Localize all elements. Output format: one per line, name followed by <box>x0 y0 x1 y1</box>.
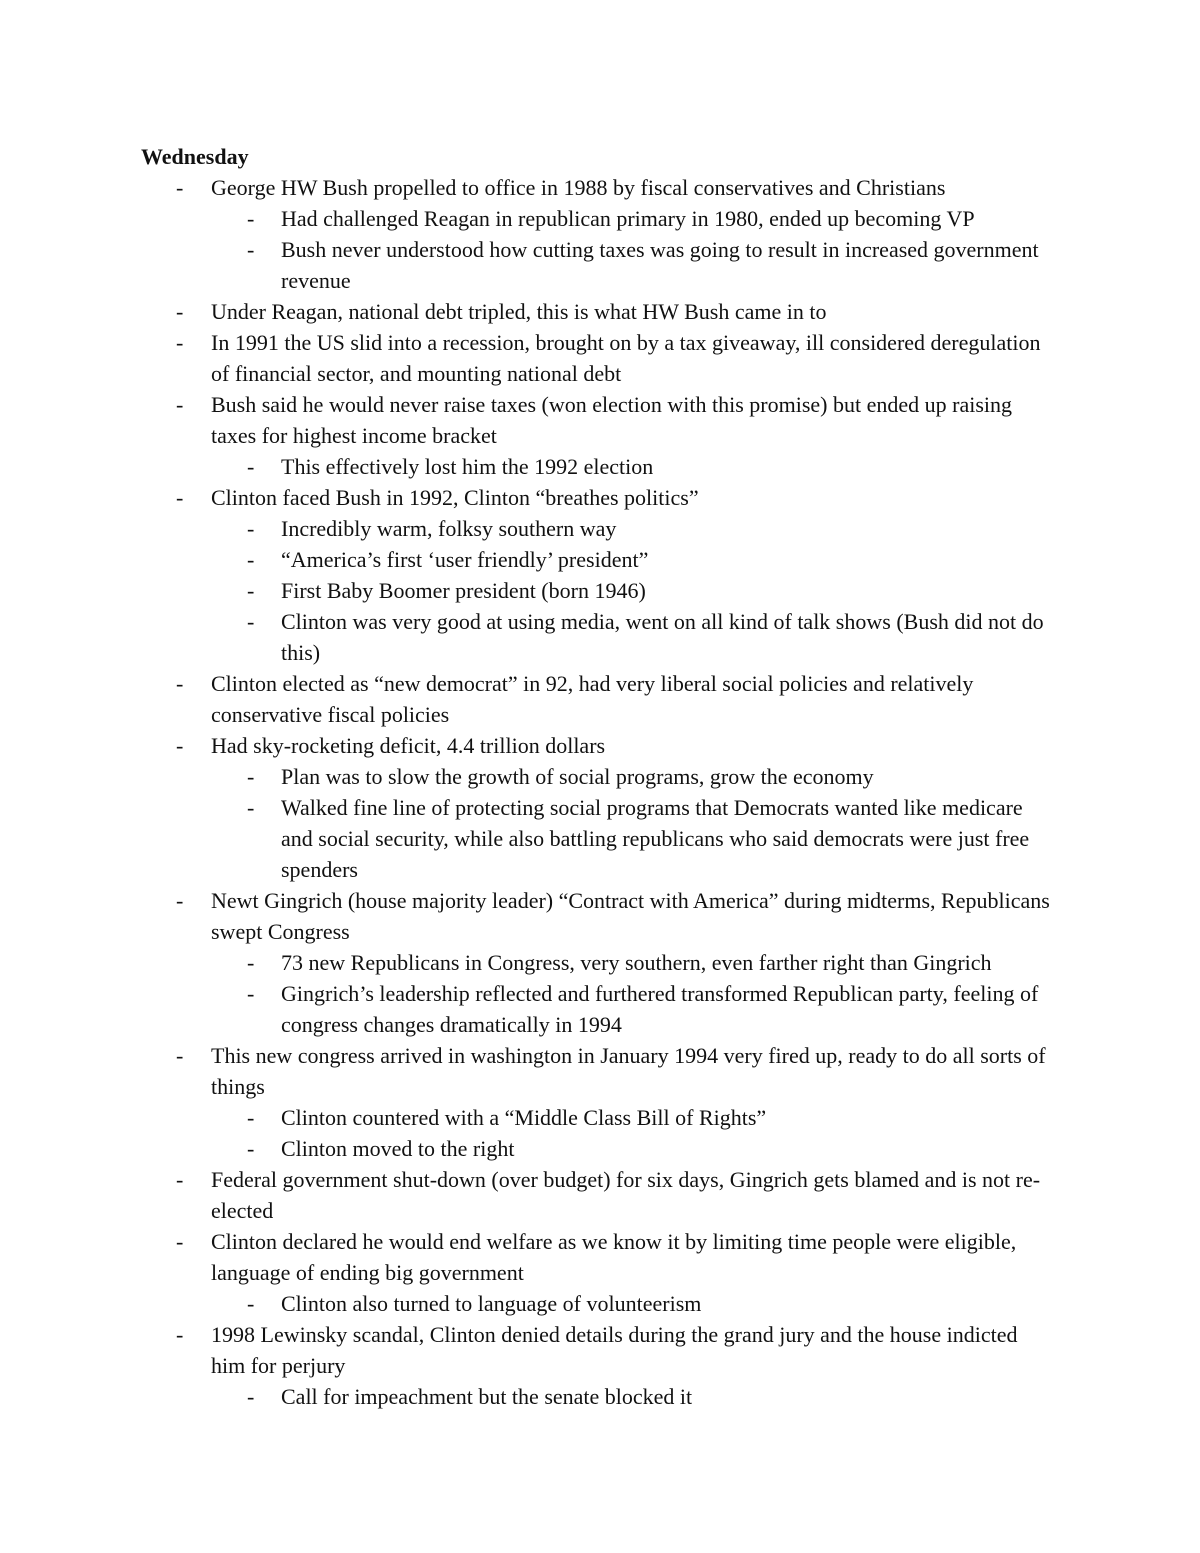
bullet-dash: - <box>176 671 184 696</box>
list-item <box>0 482 1051 513</box>
bullet-dash: - <box>247 981 255 1006</box>
sub-list-item <box>0 1133 1056 1164</box>
list-item-text: Incredibly warm, folksy southern way <box>281 516 617 541</box>
list-item <box>0 1040 1051 1102</box>
list-item-text: Clinton moved to the right <box>281 1136 515 1161</box>
list-item-text: Clinton faced Bush in 1992, Clinton “breathes politics” <box>211 485 699 510</box>
list-item-text: Clinton was very good at using media, went on all kind of talk shows (Bush did not do this) <box>281 609 1044 665</box>
bullet-dash: - <box>247 206 255 231</box>
sub-list-item <box>0 513 1056 544</box>
bullet-dash: - <box>176 733 184 758</box>
list-item-text: Call for impeachment but the senate blocked it <box>281 1384 693 1409</box>
list-item <box>0 172 1051 203</box>
bullet-dash: - <box>247 950 255 975</box>
sub-list-item <box>0 575 1056 606</box>
list-item <box>0 327 1051 389</box>
bullet-dash: - <box>247 1291 255 1316</box>
list-item-text: George HW Bush propelled to office in 1988 by fiscal conservatives and Christians <box>211 175 946 200</box>
bullet-dash: - <box>247 1384 255 1409</box>
bullet-dash: - <box>247 795 255 820</box>
list-item-text: Clinton elected as “new democrat” in 92, had very liberal social policies and relatively conservative fiscal policies <box>211 671 974 727</box>
bullet-dash: - <box>176 888 184 913</box>
list-item-text: Walked fine line of protecting social programs that Democrats wanted like medicare and social security, while also battling republicans who said democrats were just free spenders <box>281 795 1030 882</box>
list-item-text: This new congress arrived in washington in January 1994 very fired up, ready to do all sorts of things <box>211 1043 1046 1099</box>
sub-list-item <box>0 234 1056 296</box>
list-item <box>0 668 1051 730</box>
list-item-text: Had challenged Reagan in republican primary in 1980, ended up becoming VP <box>281 206 975 231</box>
list-item-text: 73 new Republicans in Congress, very southern, even farther right than Gingrich <box>281 950 992 975</box>
bullet-dash: - <box>247 609 255 634</box>
sub-list-item <box>0 544 1056 575</box>
list-item <box>0 730 1051 761</box>
list-item-text: Federal government shut-down (over budget) for six days, Gingrich gets blamed and is not re-elected <box>211 1167 1041 1223</box>
bullet-dash: - <box>176 330 184 355</box>
list-item-text: Had sky-rocketing deficit, 4.4 trillion dollars <box>211 733 606 758</box>
sub-list-item <box>0 1102 1056 1133</box>
bullet-dash: - <box>176 485 184 510</box>
list-item <box>0 885 1051 947</box>
bullet-dash: - <box>176 175 184 200</box>
list-item-text: Bush never understood how cutting taxes was going to result in increased government revenue <box>281 237 1039 293</box>
list-item-text: Clinton also turned to language of volunteerism <box>281 1291 702 1316</box>
bullet-dash: - <box>247 547 255 572</box>
list-item-text: Bush said he would never raise taxes (won election with this promise) but ended up raising taxes for highest income bracket <box>211 392 1012 448</box>
bullet-dash: - <box>247 764 255 789</box>
list-item-text: Under Reagan, national debt tripled, this is what HW Bush came in to <box>211 299 827 324</box>
notes-list <box>0 172 1200 1412</box>
list-item-text: First Baby Boomer president (born 1946) <box>281 578 646 603</box>
list-item-text: In 1991 the US slid into a recession, brought on by a tax giveaway, ill considered deregulation of financial sector, and mounting national debt <box>211 330 1041 386</box>
list-item-text: Clinton countered with a “Middle Class Bill of Rights” <box>281 1105 767 1130</box>
sub-list-item <box>0 947 1056 978</box>
bullet-dash: - <box>176 1167 184 1192</box>
list-item <box>0 389 1051 451</box>
bullet-dash: - <box>176 1229 184 1254</box>
list-item-text: “America’s first ‘user friendly’ president” <box>281 547 649 572</box>
sub-list-item <box>0 978 1056 1040</box>
bullet-dash: - <box>176 1043 184 1068</box>
list-item-text: This effectively lost him the 1992 election <box>281 454 654 479</box>
list-item-text: Plan was to slow the growth of social programs, grow the economy <box>281 764 874 789</box>
sub-list-item <box>0 1288 1056 1319</box>
bullet-dash: - <box>247 578 255 603</box>
list-item-text: Gingrich’s leadership reflected and furthered transformed Republican party, feeling of congress changes dramatically in 1994 <box>281 981 1039 1037</box>
list-item-text: 1998 Lewinsky scandal, Clinton denied details during the grand jury and the house indicted him for perjury <box>211 1322 1018 1378</box>
list-item-text: Clinton declared he would end welfare as we know it by limiting time people were eligible, language of ending big government <box>211 1229 1017 1285</box>
list-item <box>0 296 1051 327</box>
list-item <box>0 1319 1051 1381</box>
sub-list-item <box>0 1381 1056 1412</box>
bullet-dash: - <box>247 237 255 262</box>
sub-list-item <box>0 761 1056 792</box>
sub-list-item <box>0 451 1056 482</box>
bullet-dash: - <box>247 1105 255 1130</box>
bullet-dash: - <box>176 392 184 417</box>
sub-list-item <box>0 606 1056 668</box>
bullet-dash: - <box>247 516 255 541</box>
bullet-dash: - <box>247 454 255 479</box>
list-item <box>0 1226 1051 1288</box>
sub-list-item <box>0 792 1056 885</box>
list-item <box>0 1164 1051 1226</box>
bullet-dash: - <box>247 1136 255 1161</box>
bullet-dash: - <box>176 1322 184 1347</box>
list-item-text: Newt Gingrich (house majority leader) “Contract with America” during midterms, Republicans swept Congress <box>211 888 1050 944</box>
sub-list-item <box>0 203 1056 234</box>
bullet-dash: - <box>176 299 184 324</box>
page-heading: Wednesday <box>141 144 249 169</box>
